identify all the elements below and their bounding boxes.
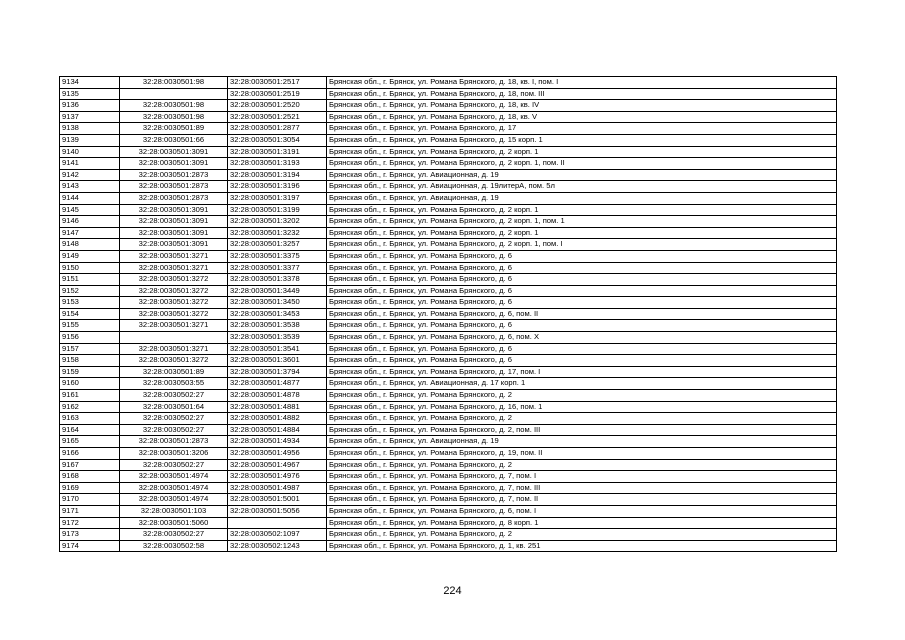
land-cadastral-number-cell: 32:28:0030502:58 (120, 540, 228, 552)
table-row (60, 343, 837, 355)
land-cadastral-number-cell: 32:28:0030501:66 (120, 134, 228, 146)
object-cadastral-number-cell: 32:28:0030501:5056 (228, 505, 327, 517)
land-cadastral-number-cell: 32:28:0030501:3271 (120, 343, 228, 355)
row-number-cell: 9143 (60, 181, 120, 193)
table-row (60, 297, 837, 309)
land-cadastral-number-cell: 32:28:0030501:98 (120, 111, 228, 123)
object-cadastral-number-cell: 32:28:0030502:1097 (228, 529, 327, 541)
object-cadastral-number-cell: 32:28:0030501:2517 (228, 77, 327, 89)
land-cadastral-number-cell: 32:28:0030502:27 (120, 459, 228, 471)
table-row (60, 77, 837, 89)
table-row (60, 285, 837, 297)
address-cell: Брянская обл., г. Брянск, ул. Авиационная, д. 19 (327, 169, 837, 181)
row-number-cell: 9135 (60, 88, 120, 100)
object-cadastral-number-cell: 32:28:0030501:2877 (228, 123, 327, 135)
object-cadastral-number-cell: 32:28:0030501:3193 (228, 158, 327, 170)
row-number-cell: 9150 (60, 262, 120, 274)
object-cadastral-number-cell: 32:28:0030501:4881 (228, 401, 327, 413)
table-row (60, 227, 837, 239)
row-number-cell: 9154 (60, 308, 120, 320)
row-number-cell: 9141 (60, 158, 120, 170)
row-number-cell: 9151 (60, 274, 120, 286)
land-cadastral-number-cell: 32:28:0030501:3091 (120, 239, 228, 251)
land-cadastral-number-cell (120, 88, 228, 100)
land-cadastral-number-cell: 32:28:0030501:98 (120, 77, 228, 89)
table-row (60, 146, 837, 158)
land-cadastral-number-cell: 32:28:0030501:89 (120, 123, 228, 135)
table-row (60, 471, 837, 483)
address-cell: Брянская обл., г. Брянск, ул. Авиационная, д. 19литерА, пом. 5л (327, 181, 837, 193)
row-number-cell: 9147 (60, 227, 120, 239)
row-number-cell: 9155 (60, 320, 120, 332)
table-row (60, 494, 837, 506)
table-row (60, 250, 837, 262)
land-cadastral-number-cell: 32:28:0030501:2873 (120, 169, 228, 181)
address-cell: Брянская обл., г. Брянск, ул. Романа Брянского, д. 18, кв. I, пом. I (327, 77, 837, 89)
row-number-cell: 9166 (60, 448, 120, 460)
address-cell: Брянская обл., г. Брянск, ул. Романа Брянского, д. 2 корп. 1 (327, 146, 837, 158)
object-cadastral-number-cell: 32:28:0030502:1243 (228, 540, 327, 552)
object-cadastral-number-cell: 32:28:0030501:3191 (228, 146, 327, 158)
address-cell: Брянская обл., г. Брянск, ул. Романа Брянского, д. 6 (327, 262, 837, 274)
land-cadastral-number-cell: 32:28:0030502:27 (120, 390, 228, 402)
row-number-cell: 9165 (60, 436, 120, 448)
registry-table-body (60, 77, 837, 552)
row-number-cell: 9163 (60, 413, 120, 425)
address-cell: Брянская обл., г. Брянск, ул. Романа Брянского, д. 6 (327, 250, 837, 262)
row-number-cell: 9158 (60, 355, 120, 367)
land-cadastral-number-cell: 32:28:0030501:103 (120, 505, 228, 517)
address-cell: Брянская обл., г. Брянск, ул. Романа Брянского, д. 2 корп. 1, пом. I (327, 239, 837, 251)
object-cadastral-number-cell: 32:28:0030501:4882 (228, 413, 327, 425)
row-number-cell: 9138 (60, 123, 120, 135)
land-cadastral-number-cell: 32:28:0030501:3272 (120, 274, 228, 286)
row-number-cell: 9149 (60, 250, 120, 262)
table-row (60, 448, 837, 460)
object-cadastral-number-cell: 32:28:0030501:3539 (228, 332, 327, 344)
object-cadastral-number-cell: 32:28:0030501:3538 (228, 320, 327, 332)
object-cadastral-number-cell: 32:28:0030501:3794 (228, 366, 327, 378)
table-row (60, 169, 837, 181)
object-cadastral-number-cell: 32:28:0030501:3450 (228, 297, 327, 309)
object-cadastral-number-cell: 32:28:0030501:4956 (228, 448, 327, 460)
address-cell: Брянская обл., г. Брянск, ул. Романа Брянского, д. 6 (327, 343, 837, 355)
row-number-cell: 9134 (60, 77, 120, 89)
row-number-cell: 9140 (60, 146, 120, 158)
table-row (60, 505, 837, 517)
land-cadastral-number-cell: 32:28:0030502:27 (120, 529, 228, 541)
object-cadastral-number-cell: 32:28:0030501:5001 (228, 494, 327, 506)
address-cell: Брянская обл., г. Брянск, ул. Романа Брянского, д. 6, пом. II (327, 308, 837, 320)
address-cell: Брянская обл., г. Брянск, ул. Романа Брянского, д. 2 (327, 529, 837, 541)
row-number-cell: 9153 (60, 297, 120, 309)
land-cadastral-number-cell: 32:28:0030502:27 (120, 424, 228, 436)
row-number-cell: 9173 (60, 529, 120, 541)
address-cell: Брянская обл., г. Брянск, ул. Романа Брянского, д. 2 (327, 390, 837, 402)
object-cadastral-number-cell: 32:28:0030501:3054 (228, 134, 327, 146)
land-cadastral-number-cell: 32:28:0030501:3091 (120, 146, 228, 158)
land-cadastral-number-cell: 32:28:0030503:55 (120, 378, 228, 390)
row-number-cell: 9137 (60, 111, 120, 123)
object-cadastral-number-cell: 32:28:0030501:3453 (228, 308, 327, 320)
address-cell: Брянская обл., г. Брянск, ул. Романа Брянского, д. 17, пом. I (327, 366, 837, 378)
table-row (60, 390, 837, 402)
object-cadastral-number-cell: 32:28:0030501:3232 (228, 227, 327, 239)
address-cell: Брянская обл., г. Брянск, ул. Романа Брянского, д. 2 корп. 1, пом. II (327, 158, 837, 170)
address-cell: Брянская обл., г. Брянск, ул. Романа Брянского, д. 6 (327, 320, 837, 332)
address-cell: Брянская обл., г. Брянск, ул. Романа Брянского, д. 6 (327, 274, 837, 286)
address-cell: Брянская обл., г. Брянск, ул. Романа Брянского, д. 6, пом. I (327, 505, 837, 517)
table-row (60, 308, 837, 320)
row-number-cell: 9142 (60, 169, 120, 181)
land-cadastral-number-cell: 32:28:0030501:5060 (120, 517, 228, 529)
land-cadastral-number-cell: 32:28:0030501:3091 (120, 216, 228, 228)
table-row (60, 529, 837, 541)
object-cadastral-number-cell: 32:28:0030501:3378 (228, 274, 327, 286)
row-number-cell: 9156 (60, 332, 120, 344)
table-row (60, 378, 837, 390)
address-cell: Брянская обл., г. Брянск, ул. Романа Брянского, д. 6 (327, 297, 837, 309)
row-number-cell: 9136 (60, 100, 120, 112)
registry-table (59, 76, 837, 552)
object-cadastral-number-cell (228, 517, 327, 529)
address-cell: Брянская обл., г. Брянск, ул. Романа Брянского, д. 2 корп. 1 (327, 204, 837, 216)
table-row (60, 100, 837, 112)
land-cadastral-number-cell: 32:28:0030501:3091 (120, 158, 228, 170)
address-cell: Брянская обл., г. Брянск, ул. Авиационная, д. 19 (327, 192, 837, 204)
table-row (60, 482, 837, 494)
row-number-cell: 9167 (60, 459, 120, 471)
row-number-cell: 9172 (60, 517, 120, 529)
object-cadastral-number-cell: 32:28:0030501:3601 (228, 355, 327, 367)
object-cadastral-number-cell: 32:28:0030501:4934 (228, 436, 327, 448)
land-cadastral-number-cell: 32:28:0030501:3091 (120, 227, 228, 239)
table-row (60, 459, 837, 471)
land-cadastral-number-cell: 32:28:0030501:3091 (120, 204, 228, 216)
land-cadastral-number-cell: 32:28:0030501:4974 (120, 482, 228, 494)
object-cadastral-number-cell: 32:28:0030501:3197 (228, 192, 327, 204)
row-number-cell: 9169 (60, 482, 120, 494)
row-number-cell: 9145 (60, 204, 120, 216)
table-row (60, 436, 837, 448)
land-cadastral-number-cell: 32:28:0030501:3271 (120, 262, 228, 274)
address-cell: Брянская обл., г. Брянск, ул. Романа Брянского, д. 18, кв. IV (327, 100, 837, 112)
table-row (60, 123, 837, 135)
address-cell: Брянская обл., г. Брянск, ул. Романа Брянского, д. 7, пом. II (327, 494, 837, 506)
land-cadastral-number-cell: 32:28:0030501:64 (120, 401, 228, 413)
address-cell: Брянская обл., г. Брянск, ул. Романа Брянского, д. 2 (327, 459, 837, 471)
table-row (60, 320, 837, 332)
address-cell: Брянская обл., г. Брянск, ул. Романа Брянского, д. 8 корп. 1 (327, 517, 837, 529)
address-cell: Брянская обл., г. Брянск, ул. Романа Брянского, д. 1, кв. 251 (327, 540, 837, 552)
table-row (60, 274, 837, 286)
row-number-cell: 9152 (60, 285, 120, 297)
object-cadastral-number-cell: 32:28:0030501:4976 (228, 471, 327, 483)
object-cadastral-number-cell: 32:28:0030501:3375 (228, 250, 327, 262)
land-cadastral-number-cell: 32:28:0030501:2873 (120, 436, 228, 448)
row-number-cell: 9164 (60, 424, 120, 436)
address-cell: Брянская обл., г. Брянск, ул. Романа Брянского, д. 18, кв. V (327, 111, 837, 123)
land-cadastral-number-cell: 32:28:0030501:2873 (120, 181, 228, 193)
object-cadastral-number-cell: 32:28:0030501:2520 (228, 100, 327, 112)
land-cadastral-number-cell: 32:28:0030501:3272 (120, 355, 228, 367)
table-row (60, 216, 837, 228)
address-cell: Брянская обл., г. Брянск, ул. Романа Брянского, д. 6 (327, 285, 837, 297)
row-number-cell: 9162 (60, 401, 120, 413)
row-number-cell: 9168 (60, 471, 120, 483)
table-row (60, 262, 837, 274)
address-cell: Брянская обл., г. Брянск, ул. Авиационная, д. 19 (327, 436, 837, 448)
object-cadastral-number-cell: 32:28:0030501:3194 (228, 169, 327, 181)
land-cadastral-number-cell: 32:28:0030501:3272 (120, 285, 228, 297)
table-row (60, 366, 837, 378)
object-cadastral-number-cell: 32:28:0030501:4884 (228, 424, 327, 436)
land-cadastral-number-cell: 32:28:0030501:3271 (120, 320, 228, 332)
address-cell: Брянская обл., г. Брянск, ул. Романа Брянского, д. 6, пом. X (327, 332, 837, 344)
object-cadastral-number-cell: 32:28:0030501:3449 (228, 285, 327, 297)
land-cadastral-number-cell: 32:28:0030502:27 (120, 413, 228, 425)
land-cadastral-number-cell: 32:28:0030501:3272 (120, 308, 228, 320)
table-row (60, 424, 837, 436)
address-cell: Брянская обл., г. Брянск, ул. Романа Брянского, д. 18, пом. III (327, 88, 837, 100)
table-row (60, 332, 837, 344)
table-row (60, 181, 837, 193)
land-cadastral-number-cell (120, 332, 228, 344)
address-cell: Брянская обл., г. Брянск, ул. Авиационная, д. 17 корп. 1 (327, 378, 837, 390)
land-cadastral-number-cell: 32:28:0030501:4974 (120, 471, 228, 483)
object-cadastral-number-cell: 32:28:0030501:3377 (228, 262, 327, 274)
address-cell: Брянская обл., г. Брянск, ул. Романа Брянского, д. 6 (327, 355, 837, 367)
land-cadastral-number-cell: 32:28:0030501:2873 (120, 192, 228, 204)
land-cadastral-number-cell: 32:28:0030501:89 (120, 366, 228, 378)
object-cadastral-number-cell: 32:28:0030501:2519 (228, 88, 327, 100)
table-row (60, 111, 837, 123)
table-row (60, 355, 837, 367)
land-cadastral-number-cell: 32:28:0030501:4974 (120, 494, 228, 506)
address-cell: Брянская обл., г. Брянск, ул. Романа Брянского, д. 2, пом. III (327, 424, 837, 436)
land-cadastral-number-cell: 32:28:0030501:3272 (120, 297, 228, 309)
table-row (60, 239, 837, 251)
row-number-cell: 9139 (60, 134, 120, 146)
row-number-cell: 9159 (60, 366, 120, 378)
address-cell: Брянская обл., г. Брянск, ул. Романа Брянского, д. 2 корп. 1, пом. 1 (327, 216, 837, 228)
address-cell: Брянская обл., г. Брянск, ул. Романа Брянского, д. 7, пом. I (327, 471, 837, 483)
land-cadastral-number-cell: 32:28:0030501:3206 (120, 448, 228, 460)
table-row (60, 192, 837, 204)
address-cell: Брянская обл., г. Брянск, ул. Романа Брянского, д. 17 (327, 123, 837, 135)
row-number-cell: 9161 (60, 390, 120, 402)
address-cell: Брянская обл., г. Брянск, ул. Романа Брянского, д. 19, пом. II (327, 448, 837, 460)
row-number-cell: 9174 (60, 540, 120, 552)
table-row (60, 413, 837, 425)
object-cadastral-number-cell: 32:28:0030501:4877 (228, 378, 327, 390)
table-row (60, 88, 837, 100)
address-cell: Брянская обл., г. Брянск, ул. Романа Брянского, д. 2 корп. 1 (327, 227, 837, 239)
object-cadastral-number-cell: 32:28:0030501:3541 (228, 343, 327, 355)
row-number-cell: 9170 (60, 494, 120, 506)
row-number-cell: 9144 (60, 192, 120, 204)
row-number-cell: 9171 (60, 505, 120, 517)
row-number-cell: 9146 (60, 216, 120, 228)
page-number: 224 (443, 585, 462, 597)
object-cadastral-number-cell: 32:28:0030501:3202 (228, 216, 327, 228)
object-cadastral-number-cell: 32:28:0030501:2521 (228, 111, 327, 123)
address-cell: Брянская обл., г. Брянск, ул. Романа Брянского, д. 2 (327, 413, 837, 425)
object-cadastral-number-cell: 32:28:0030501:4878 (228, 390, 327, 402)
table-row (60, 158, 837, 170)
row-number-cell: 9157 (60, 343, 120, 355)
object-cadastral-number-cell: 32:28:0030501:3196 (228, 181, 327, 193)
table-row (60, 134, 837, 146)
object-cadastral-number-cell: 32:28:0030501:4967 (228, 459, 327, 471)
table-row (60, 540, 837, 552)
row-number-cell: 9160 (60, 378, 120, 390)
land-cadastral-number-cell: 32:28:0030501:98 (120, 100, 228, 112)
land-cadastral-number-cell: 32:28:0030501:3271 (120, 250, 228, 262)
object-cadastral-number-cell: 32:28:0030501:3257 (228, 239, 327, 251)
table-row (60, 401, 837, 413)
table-row (60, 517, 837, 529)
table-row (60, 204, 837, 216)
object-cadastral-number-cell: 32:28:0030501:4987 (228, 482, 327, 494)
object-cadastral-number-cell: 32:28:0030501:3199 (228, 204, 327, 216)
address-cell: Брянская обл., г. Брянск, ул. Романа Брянского, д. 16, пом. 1 (327, 401, 837, 413)
row-number-cell: 9148 (60, 239, 120, 251)
address-cell: Брянская обл., г. Брянск, ул. Романа Брянского, д. 7, пом. III (327, 482, 837, 494)
address-cell: Брянская обл., г. Брянск, ул. Романа Брянского, д. 15 корп. 1 (327, 134, 837, 146)
